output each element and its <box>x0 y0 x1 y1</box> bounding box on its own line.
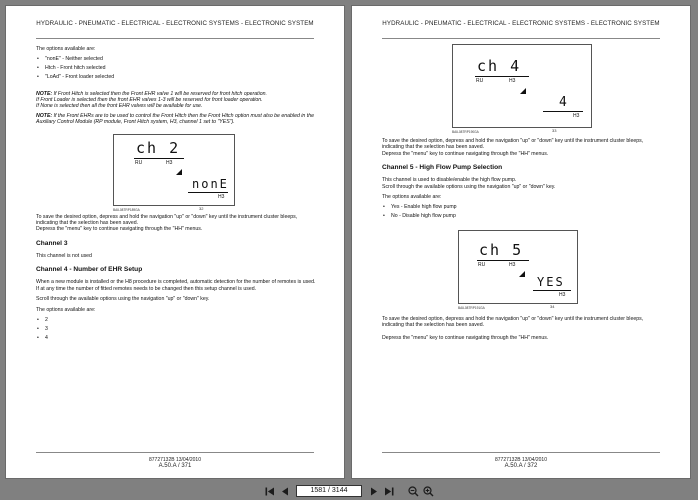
page-header: HYDRAULIC - PNEUMATIC - ELECTRICAL - ELECTRONIC SYSTEMS - ELECTRONIC SYSTEM <box>36 20 314 27</box>
pump-options-list <box>382 204 664 219</box>
footer-rule <box>382 452 660 453</box>
display-underline <box>134 158 184 159</box>
note-label: NOTE: <box>36 90 53 97</box>
display-top-text: ch 5 <box>479 240 524 259</box>
ch5-text-line: Scroll through the available options using the navigation "up" or "down" key. <box>382 183 556 190</box>
list-item: • "nonE" - Neither selected <box>36 56 318 62</box>
display-underline <box>475 76 529 77</box>
right-content <box>382 44 664 345</box>
list-item: • Yes - Enable high flow pump <box>382 204 664 210</box>
display-h3-label: H3 <box>509 261 516 268</box>
right-page <box>351 5 691 479</box>
figure-caption: BAIL08TRP189GA <box>113 207 140 212</box>
options-intro: The options available are: <box>36 46 96 52</box>
display-bottom-text: nonE <box>192 176 229 191</box>
page-footer <box>352 457 690 469</box>
save-text: To save the desired option, depress and hold the navigation "up" or "down" key until the instrument cluster bleeps, indicating that the selection has been saved. <box>382 315 644 329</box>
save-instructions <box>36 214 318 233</box>
display-ru-label: RU <box>476 78 484 84</box>
figure-caption: BAIL08TRP190GA <box>452 130 479 134</box>
save-instructions <box>382 138 664 157</box>
save-text: To save the desired option, depress and hold the navigation "up" or "down" key until the instrument cluster bleeps, indicating that the selection has been saved. <box>382 138 644 151</box>
previous-page-icon[interactable] <box>278 485 291 498</box>
header-rule <box>36 38 314 39</box>
left-page <box>5 5 345 479</box>
ch3-text: This channel is not used <box>36 252 92 259</box>
display-h3-label: H3 <box>509 78 516 84</box>
display-top-text: ch 4 <box>477 57 522 75</box>
note-line: If None is selected then all the front EHR valves will be available for use. <box>36 103 203 110</box>
page-number-input[interactable]: 1581 / 3144 <box>296 485 362 497</box>
footer-date: 87727132B 13/04/2010 <box>495 457 547 463</box>
display-ru-label: RU <box>478 261 486 268</box>
display-ru-label: RU <box>135 159 143 166</box>
display-h3-label: H3 <box>218 193 225 200</box>
page-header: HYDRAULIC - PNEUMATIC - ELECTRICAL - ELECTRONIC SYSTEMS - ELECTRONIC SYSTEM <box>382 20 660 27</box>
menu-text: Depress the "menu" key to continue navigating through the "HH" menus. <box>382 150 549 157</box>
ch4-scroll-text: Scroll through the available options using the navigation "up" or "down" key. <box>36 296 210 303</box>
ch5-text <box>382 177 664 190</box>
list-item: • 3 <box>36 326 318 332</box>
note-line: If Front Loader is selected then the front EHR valves 1-3 will be reserved for front loader operation. <box>36 97 263 104</box>
note-front-ehr <box>36 113 318 126</box>
section-title-ch5: Channel 5 - High Flow Pump Selection <box>382 164 503 172</box>
last-page-icon[interactable] <box>382 485 395 498</box>
section-title-ch4: Channel 4 - Number of EHR Setup <box>36 266 143 274</box>
list-item: • No - Disable high flow pump <box>382 213 664 219</box>
options-intro: The options available are: <box>36 306 96 313</box>
display-triangle-icon <box>176 169 182 175</box>
page-footer <box>6 457 344 469</box>
display-h3-label: H3 <box>573 113 580 119</box>
zoom-in-icon[interactable] <box>422 485 435 498</box>
display-figure-ch4 <box>452 44 592 128</box>
display-underline <box>188 192 228 193</box>
ch4-text: When a new module is installed or the H8 procedure is completed, automatic detection for the number of remotes is used. If at any time the number of fitted remotes needs to be changed then this setup channel is used. <box>36 279 316 292</box>
save-text: To save the desired option, depress and hold the navigation "up" or "down" key until the instrument cluster bleeps, indicating that the selection has been saved. <box>36 213 298 227</box>
display-underline <box>477 260 529 261</box>
figure-number: 32 <box>199 205 204 211</box>
note-front-hitch <box>36 91 318 110</box>
figure-number: 34 <box>550 303 555 309</box>
zoom-out-icon[interactable] <box>407 485 420 498</box>
display-bottom-text: 4 <box>559 95 569 110</box>
viewer-toolbar <box>0 482 698 500</box>
note-line: If Front Hitch is selected then the Front EHR valve 1 will be reserved for front hitch operation. <box>53 90 267 97</box>
note-text: If the Front EHRs are to be used to control the Front Hitch then the Front Hitch option must also be enabled in the Auxiliary Control Module (RP module, Front Hitch system, H3, channel 1 set to "YES"). <box>36 112 314 126</box>
figure-number: 33 <box>552 128 557 133</box>
list-item: • "LoAd" - Front loader selected <box>36 74 318 80</box>
first-page-icon[interactable] <box>263 485 276 498</box>
display-underline <box>543 111 583 112</box>
menu-text: Depress the "menu" key to continue navigating through the "HH" menus. <box>36 226 203 233</box>
options-list <box>36 56 318 80</box>
display-h3-label: H3 <box>559 291 566 298</box>
list-item: • 4 <box>36 335 318 341</box>
footer-date: 87727132B 13/04/2010 <box>149 457 201 463</box>
left-content <box>36 46 318 345</box>
header-rule <box>382 38 660 39</box>
footer-page-ref: A.50.A / 371 <box>158 463 192 469</box>
display-figure-ch2 <box>113 134 235 206</box>
ch5-text-line: This channel is used to disable/enable the high flow pump. <box>382 177 517 184</box>
options-intro: The options available are: <box>382 194 442 201</box>
display-h3-label: H3 <box>166 159 173 166</box>
display-bottom-text: YES <box>537 274 565 289</box>
display-figure-ch5 <box>458 230 578 304</box>
next-page-icon[interactable] <box>367 485 380 498</box>
display-triangle-icon <box>520 88 526 94</box>
note-label: NOTE: <box>36 112 53 119</box>
list-item: • Htch - Front hitch selected <box>36 65 318 71</box>
display-underline <box>533 290 571 291</box>
section-title-ch3: Channel 3 <box>36 239 68 247</box>
figure-caption: BAIL08TRP191GA <box>458 305 485 310</box>
ehr-options-list <box>36 317 318 341</box>
display-triangle-icon <box>519 271 525 277</box>
footer-rule <box>36 452 314 453</box>
menu-text: Depress the "menu" key to continue navigating through the "HH" menus. <box>382 334 549 341</box>
list-item: • 2 <box>36 317 318 323</box>
footer-page-ref: A.50.A / 372 <box>504 463 538 469</box>
display-top-text: ch 2 <box>136 138 181 157</box>
